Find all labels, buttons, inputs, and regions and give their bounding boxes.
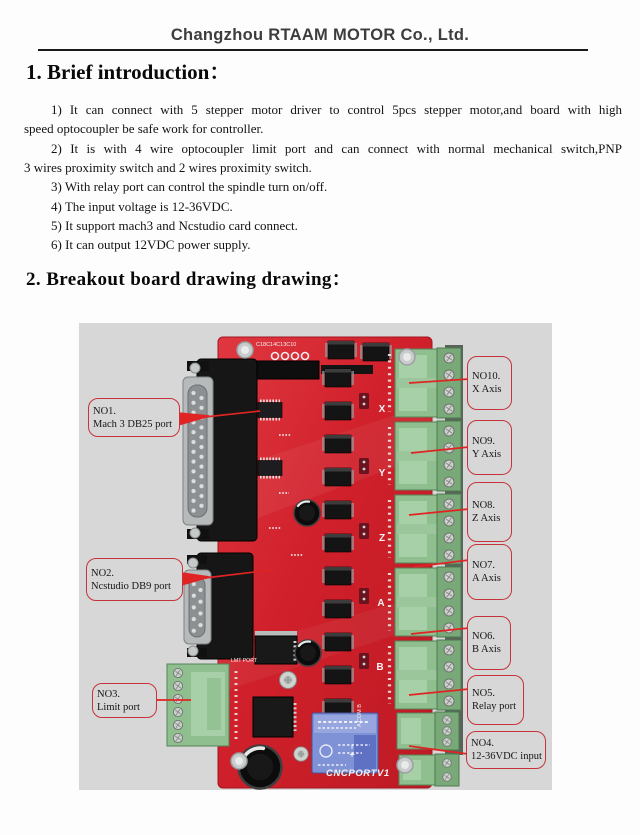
intro-line: 4) The input voltage is 12-36VDC.	[51, 198, 233, 214]
callout-no8-id: NO8.	[472, 500, 496, 511]
callout-no9-id: NO9.	[472, 435, 496, 447]
callout-no3	[92, 683, 157, 718]
callout-no5-label: Relay port	[472, 701, 517, 712]
callout-no3-id: NO3.	[97, 688, 121, 700]
db25-connector	[183, 359, 257, 541]
limit-port-silkscreen: LMT PORT	[231, 658, 258, 664]
axis-letter-z: Z	[378, 533, 386, 544]
relay-terminal	[397, 712, 459, 750]
axis-letter-a: A	[377, 598, 385, 609]
callout-no9-label: Y Axis	[472, 448, 502, 460]
relay	[312, 713, 378, 773]
axis-terminal-blocks	[395, 348, 461, 710]
callout-no9	[467, 420, 512, 475]
board-photo	[79, 323, 552, 790]
limit-port-terminal	[167, 664, 229, 746]
callout-no5	[467, 675, 524, 725]
board-name-silkscreen: CNCPORTV1	[326, 768, 390, 779]
intro-line: 3 wires proximity switch and 2 wires proximity switch.	[24, 160, 312, 176]
callout-no3-label: Limit port	[97, 701, 140, 713]
callout-no7-label: A Axis	[472, 573, 501, 584]
cap-row-label: C18C14C13C10	[256, 342, 297, 348]
axis-letter-b: B	[376, 662, 384, 673]
header-divider	[38, 49, 588, 51]
callout-no8-label: Z Axis	[472, 513, 501, 524]
intro-list	[24, 100, 622, 255]
callout-no5-id: NO5.	[472, 688, 496, 699]
callout-no10	[467, 356, 512, 410]
relay-pin-silkscreen: A COM B	[357, 704, 363, 727]
intro-line: 2) It is with 4 wire optocoupler limit port and can connect with normal mechanical switch,PNP	[51, 140, 622, 156]
intro-line: speed optocoupler be safe work for controller.	[24, 121, 264, 137]
callout-no6-label: B Axis	[472, 644, 501, 655]
callout-no2-id: NO2.	[91, 567, 115, 579]
power-polarity-silkscreen: + −	[347, 743, 357, 757]
callout-no1-label: Mach 3 DB25 port	[93, 418, 173, 430]
callout-no7	[467, 544, 512, 600]
section2-title: 2. Breakout board drawing drawing：	[26, 269, 352, 290]
pin-header	[255, 361, 319, 379]
callout-no7-id: NO7.	[472, 560, 496, 571]
callout-no8	[467, 482, 512, 542]
axis-letter-x: X	[378, 404, 386, 415]
callout-no1	[88, 398, 180, 437]
callout-no10-label: X Axis	[472, 384, 502, 395]
callout-no4	[466, 731, 546, 769]
axis-letter-y: Y	[378, 468, 386, 479]
callout-no4-id: NO4.	[471, 738, 495, 749]
callout-no2-label: Ncstudio DB9 port	[91, 580, 171, 592]
intro-line: 3) With relay port can control the spindle turn on/off.	[51, 179, 328, 195]
intro-line: 1) It can connect with 5 stepper motor driver to control 5pcs stepper motor,and board with high	[51, 102, 622, 117]
company-header: Changzhou RTAAM MOTOR Co., Ltd.	[170, 26, 470, 44]
callout-no10-id: NO10.	[472, 371, 501, 382]
callout-no2	[86, 558, 183, 601]
intro-line: 6) It can output 12VDC power supply.	[51, 237, 251, 253]
db9-connector	[184, 553, 253, 659]
section1-title: 1. Brief introduction：	[26, 60, 231, 84]
callout-no6	[467, 616, 511, 670]
callout-no1-id: NO1.	[93, 405, 117, 417]
callout-no4-label: 12-36VDC input	[471, 751, 542, 762]
intro-line: 5) It support mach3 and Ncstudio card connect.	[51, 218, 298, 234]
callout-no6-id: NO6.	[472, 631, 496, 642]
